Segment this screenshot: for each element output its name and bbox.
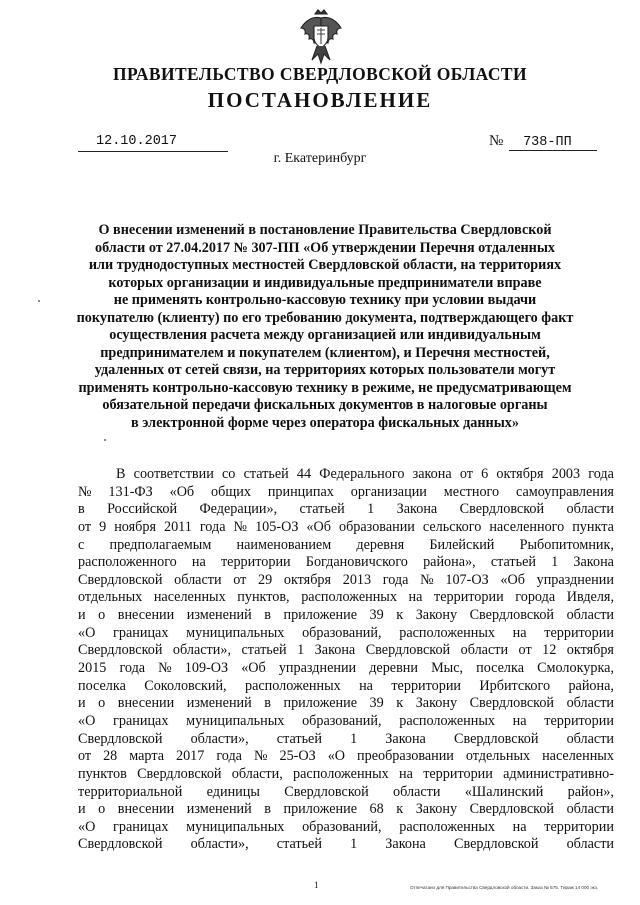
body-word: закона [412,466,452,482]
body-word: принципах [267,483,334,500]
body-word: Свердловской [78,571,163,588]
body-word: Соколовский, [144,677,227,694]
body-word: на [512,624,527,641]
body-word: от [78,748,92,765]
body-word: статьей [241,642,287,659]
body-word: 107-ОЗ [445,571,489,588]
body-word: 2011 [163,518,192,535]
body-word: «Об [169,483,195,500]
body-word: области», [172,642,231,659]
body-word: 12 [542,642,557,659]
body-word: Билейский [429,536,495,553]
body-word: от [78,518,92,535]
body-line [78,554,614,572]
body-word: 29 [258,571,273,588]
body-line [78,466,614,484]
body-word: о [98,801,106,818]
body-word: расположенных [399,624,495,641]
body-word: области [566,501,614,518]
body-word: Свердловской [78,730,163,747]
body-word: муниципальных [186,818,285,835]
body-word: октября [496,466,544,482]
body-word: № [78,483,92,500]
body-word: области [393,783,441,800]
body-word: в [78,501,85,518]
scan-speck [38,300,40,302]
body-line [78,695,614,713]
body-word: Федерального [319,466,405,482]
body-word: 25-ОЗ [279,748,316,765]
title-line: применять контрольно-кассовую технику в режиме, не предусматривающем [78,379,572,396]
body-word: и [78,801,86,818]
body-line [78,484,614,502]
body-line [78,731,614,749]
body-line [78,607,614,625]
body-word: года [382,571,409,588]
body-word: области», [190,730,249,747]
government-name: ПРАВИТЕЛЬСТВО СВЕРДЛОВСКОЙ ОБЛАСТИ [113,64,527,84]
body-line [78,625,614,643]
body-line [78,678,614,696]
document-body [78,466,614,854]
body-word: Федерации», [199,501,278,518]
body-word: образований, [302,624,382,641]
body-line [78,501,614,519]
body-word: 131-ФЗ [108,483,153,500]
body-word: приложение [283,801,357,818]
body-word: образований, [302,818,382,835]
body-word: области [566,801,614,818]
body-line [78,784,614,802]
body-word: упразднении [536,571,614,588]
body-word: в [264,801,271,818]
body-word: общих [211,483,251,500]
body-word: территории [423,765,493,782]
body-word: года [588,466,614,482]
body-line [78,537,614,555]
body-word: Российской [107,501,178,518]
document-type: ПОСТАНОВЛЕНИЕ [207,88,433,112]
body-word: единицы [206,783,260,800]
body-word: Закона [385,730,426,747]
body-line [78,766,614,784]
body-word: в [264,695,271,712]
body-word: на [512,712,527,729]
body-word: Закона [573,554,614,571]
body-line [78,713,614,731]
body-line [78,801,614,819]
body-word: В [116,466,126,482]
body-word: 44 [296,466,312,482]
body-word: пунктов [78,765,127,782]
body-word: поселка [78,677,126,694]
body-word: к [396,695,404,712]
body-word: образовании [338,518,415,535]
body-word: муниципальных [186,712,285,729]
body-word: 109-ОЗ [184,660,229,677]
title-line: или труднодоступных местностей Свердловской области, на территориях [88,257,562,274]
body-line [78,836,614,854]
body-word: № [158,660,172,677]
body-word: Закону [415,695,458,712]
body-word: наименованием [236,536,332,553]
body-word: на [512,818,527,835]
body-word: 2013 [342,571,372,588]
body-word: с [78,536,85,553]
body-word: области», [190,836,249,853]
body-word: Свердловской [137,765,222,782]
body-word: 1 [350,730,358,747]
body-line [78,572,614,590]
body-word: 1 [551,554,559,571]
body-word: Свердловской [78,836,163,853]
body-word: статьей [490,554,536,571]
body-word: Свердловской [469,801,555,818]
body-word: октября [566,642,614,659]
body-word: самоуправления [515,483,614,500]
body-word: расположенного [78,554,177,571]
body-word: территории [391,677,462,694]
body-word: 2017 [175,748,205,765]
body-word: от [233,571,247,588]
body-word: 1 [297,642,305,659]
body-line [78,642,614,660]
body-word: район», [567,783,614,800]
body-word: Свердловской [469,695,555,712]
body-word: района», [423,554,476,571]
title-line: не применять контрольно-кассовую технику при условии выдачи [113,292,537,309]
body-word: марта [129,748,164,765]
body-line [78,748,614,766]
number-sign: № [489,133,504,149]
body-word: деревни [369,660,418,677]
body-word: города [515,589,556,606]
body-word: границах [113,624,169,641]
body-word: № [420,571,434,588]
body-word: административно- [503,765,614,782]
body-word: местного [443,483,500,500]
body-word: Закона [396,501,438,518]
body-word: границах [113,712,169,729]
page-number: 1 [314,880,319,890]
body-word: Свердловской [453,730,539,747]
body-word: к [396,607,404,624]
title-line: в электронной форме через оператора фискальных данных» [131,415,519,432]
title-line: осуществления расчета между организацией или индивидуальным [109,327,541,344]
body-word: территории [544,712,614,729]
body-word: «Об [500,571,525,588]
body-word: Закону [415,607,458,624]
title-line: предпринимателем и покупателем (клиентом), и Перечня местностей, [100,344,550,361]
body-word: года [199,518,226,535]
body-word: предполагаемым [109,536,212,553]
body-word: в [264,607,271,624]
body-line [78,519,614,537]
body-word: расположенных [301,589,397,606]
body-word: 105-ОЗ [255,518,299,535]
title-line: области от 27.04.2017 № 307-ПП «Об утверждении Перечня отдаленных [94,239,556,256]
body-word: Ирбитского [479,677,551,694]
document-title [58,222,592,433]
body-word: Закона [385,836,426,853]
body-word: соответствии [133,466,214,482]
body-word: на [408,589,423,606]
body-word: со [221,466,236,482]
print-footer: Отпечатано для Правительства Свердловской области. Заказ № 575. Тираж 14 000 экз. [410,885,599,890]
body-word: муниципальных [186,624,285,641]
body-word: Свердловской [365,642,451,659]
body-word: октября [283,571,332,588]
body-word: 9 [99,518,107,535]
body-word: года [119,660,146,677]
body-word: 28 [103,748,118,765]
body-word: расположенных [293,765,389,782]
body-word: от [459,466,473,482]
body-word: на [359,677,373,694]
body-word: организации [350,483,427,500]
city: г. Екатеринбург [273,151,367,166]
body-word: статьей [243,466,289,482]
body-word: «Об [306,518,331,535]
document-date: 12.10.2017 [78,134,228,152]
body-word: от [518,642,532,659]
title-line: О внесении изменений в постановление Правительства Свердловской [98,222,552,238]
body-word: пунктов, [237,589,290,606]
body-word: Мыс, [431,660,464,677]
number-value: 738-ПП [509,135,597,151]
body-word: территории [544,624,614,641]
body-word: «О [327,748,346,765]
body-word: 39 [369,695,384,712]
body-line [78,589,614,607]
body-word: о [98,607,106,624]
body-word: «О [78,818,96,835]
body-word: населенного [489,518,565,535]
body-line [78,819,614,837]
title-line: обязательной передачи фискальных документов в налоговые органы [102,397,548,414]
body-word: «О [78,712,96,729]
body-word: области [566,607,614,624]
body-word: на [399,765,413,782]
body-word: области [566,836,614,853]
body-word: области [566,695,614,712]
body-word: Богдановичского [305,554,408,571]
coat-of-arms-icon [298,8,344,66]
body-word: границах [113,818,169,835]
body-word: 2003 [551,466,581,482]
body-word: пункта [572,518,614,535]
body-word: Свердловской [453,836,539,853]
body-word: изменений [186,607,252,624]
document-number [489,133,597,152]
body-word: 39 [369,607,384,624]
body-word: внесении [117,695,175,712]
body-word: населенных [153,589,226,606]
body-word: статьей [276,730,322,747]
body-word: территории [220,554,291,571]
body-word: деревня [356,536,405,553]
body-word: № [233,518,248,535]
body-word: преобразовании [357,748,454,765]
body-word: расположенных [399,818,495,835]
body-word: упразднении [278,660,357,677]
body-word: области [174,571,222,588]
body-word: «Об [241,660,266,677]
body-word: «Шалинский [464,783,544,800]
body-word: и [78,695,86,712]
title-line: покупателю (клиенту) по его требованию документа, подтверждающего факт [76,309,574,326]
body-word: Смолокурка, [537,660,614,677]
body-word: Свердловской [284,783,369,800]
body-word: Рыбопитомник, [519,536,614,553]
body-word: изменений [186,695,252,712]
body-word: к [396,801,404,818]
body-word: внесении [117,607,175,624]
title-line: которых организации и индивидуальные предприниматели вправе [108,274,542,291]
body-word: территории [434,589,504,606]
body-word: статьей [299,501,345,518]
body-word: изменений [186,801,252,818]
body-word: о [98,695,106,712]
scan-speck [104,439,106,441]
body-word: территориальной [78,783,183,800]
body-word: Ивделя, [566,589,614,606]
body-word: 2015 [78,660,107,677]
body-word: приложение [283,695,357,712]
body-word: на [191,554,206,571]
body-word: № [253,748,268,765]
body-word: области [566,730,614,747]
body-word: отдельных [465,748,531,765]
body-word: района, [568,677,614,694]
body-word: области, [231,765,283,782]
body-word: образований, [302,712,382,729]
body-word: Закона [314,642,356,659]
body-word: 1 [367,501,375,518]
body-word: поселка [476,660,524,677]
body-word: года [216,748,242,765]
body-word: расположенных [399,712,495,729]
body-word: статьей [276,836,322,853]
body-line [78,660,614,678]
body-word: 6 [481,466,489,482]
body-word: 68 [369,801,384,818]
body-word: «О [78,624,96,641]
body-word: сельского [422,518,482,535]
body-word: отдельных [78,589,143,606]
body-word: расположенных [244,677,341,694]
body-word: Свердловской [78,642,163,659]
body-word: территории [544,818,614,835]
body-word: Свердловской [459,501,545,518]
title-line: удаленных от сетей связи, на территориях которых пользователи могут [94,362,556,379]
body-word: 1 [350,836,358,853]
body-word: ноября [114,518,156,535]
body-word: области [460,642,509,659]
body-word: Свердловской [469,607,555,624]
body-word: населенных [542,748,614,765]
body-word: приложение [283,607,357,624]
body-word: внесении [117,801,175,818]
body-word: и [78,607,86,624]
body-word: Закону [415,801,458,818]
